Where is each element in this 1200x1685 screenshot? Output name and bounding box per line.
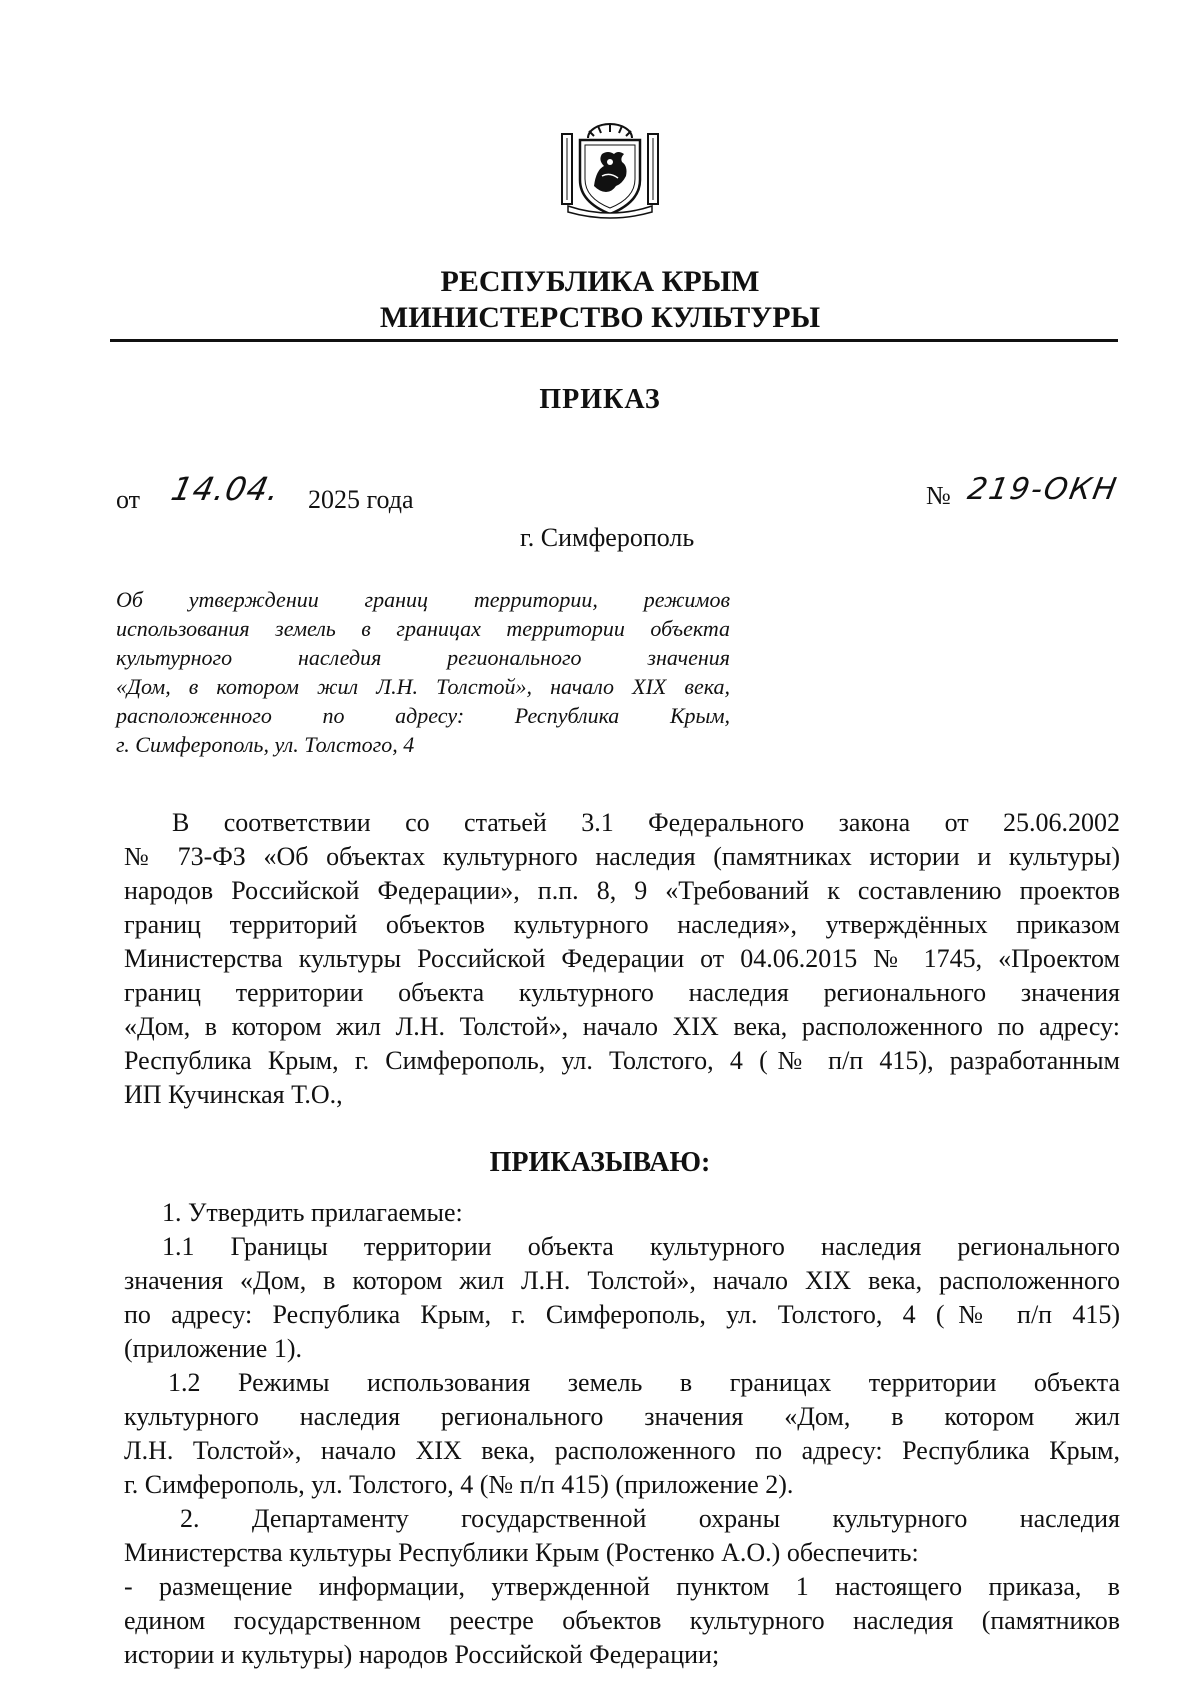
item-1-1-line: по адресу: Республика Крым, г. Симферополь, ул. Толстого, 4 (№ п/п 415) — [124, 1300, 1120, 1329]
item-2-line: Министерства культуры Республики Крым (Ростенко А.О.) обеспечить: — [124, 1538, 919, 1567]
item-1-2-line: 1.2 Режимы использования земель в границах территории объекта — [168, 1368, 1120, 1397]
item-2-bullet-line: едином государственном реестре объектов культурного наследия (памятников — [124, 1606, 1120, 1635]
subject-line: культурного наследия регионального значения — [116, 645, 730, 670]
order-subject — [116, 585, 730, 759]
subject-line: г. Симферополь, ул. Толстого, 4 — [116, 732, 415, 757]
preamble-line: границ территорий объектов культурного наследия», утверждённых приказом — [124, 910, 1120, 939]
subject-line: использования земель в границах территории объекта — [116, 616, 730, 641]
order-items — [124, 1196, 1120, 1672]
city-line: г. Симферополь — [520, 523, 695, 552]
order-directive-word: ПРИКАЗЫВАЮ: — [489, 1147, 711, 1178]
header-divider — [110, 339, 1118, 342]
item-1-1-line: 1.1 Границы территории объекта культурного наследия регионального — [162, 1232, 1120, 1261]
preamble-paragraph — [124, 806, 1120, 1112]
ministry-name: МИНИСТЕРСТВО КУЛЬТУРЫ — [379, 301, 821, 334]
handwritten-date: 14.04. — [167, 470, 284, 508]
preamble-line: № 73-ФЗ «Об объектах культурного наследия (памятниках истории и культуры) — [124, 842, 1120, 871]
item-2-bullet-line: истории и культуры) народов Российской Федерации; — [124, 1640, 720, 1669]
item-1-1-line: (приложение 1). — [124, 1334, 303, 1363]
preamble-line: народов Российской Федерации», п.п. 8, 9 «Требований к составлению проектов — [124, 876, 1120, 905]
order-title: ПРИКАЗ — [539, 384, 661, 415]
coat-of-arms-emblem — [558, 120, 662, 220]
item-1-2-line: Л.Н. Толстой», начало XIX века, расположенного по адресу: Республика Крым, — [124, 1436, 1120, 1465]
preamble-line: В соответствии со статьей 3.1 Федерального закона от 25.06.2002 — [172, 808, 1120, 837]
preamble-line: ИП Кучинская Т.О., — [124, 1080, 343, 1109]
subject-line: Об утверждении границ территории, режимов — [116, 587, 730, 612]
item-2-bullet-line: - размещение информации, утвержденной пунктом 1 настоящего приказа, в — [124, 1572, 1120, 1601]
item-1-1-line: значения «Дом, в котором жил Л.Н. Толстой», начало XIX века, расположенного — [124, 1266, 1120, 1295]
preamble-line: границ территории объекта культурного наследия регионального значения — [124, 978, 1120, 1007]
subject-line: расположенного по адресу: Республика Крым, — [116, 703, 730, 728]
item-1-2-line: культурного наследия регионального значения «Дом, в котором жил — [124, 1402, 1120, 1431]
item-2-line: 2. Департаменту государственной охраны культурного наследия — [180, 1504, 1120, 1533]
republic-name: РЕСПУБЛИКА КРЫМ — [440, 265, 760, 298]
preamble-line: Республика Крым, г. Симферополь, ул. Толстого, 4 (№ п/п 415), разработанным — [124, 1046, 1120, 1075]
number-prefix: № — [926, 481, 951, 510]
date-prefix: от — [116, 485, 141, 514]
handwritten-order-number: 219-ОКН — [964, 472, 1121, 507]
preamble-line: «Дом, в котором жил Л.Н. Толстой», начало XIX века, расположенного по адресу: — [124, 1012, 1120, 1041]
item-1-2-line: г. Симферополь, ул. Толстого, 4 (№ п/п 415) (приложение 2). — [124, 1470, 794, 1499]
subject-line: «Дом, в котором жил Л.Н. Толстой», начало XIX века, — [116, 674, 730, 699]
item-1: 1. Утвердить прилагаемые: — [162, 1198, 463, 1227]
preamble-line: Министерства культуры Российской Федерации от 04.06.2015 № 1745, «Проектом — [124, 944, 1120, 973]
date-year: 2025 года — [308, 485, 414, 514]
